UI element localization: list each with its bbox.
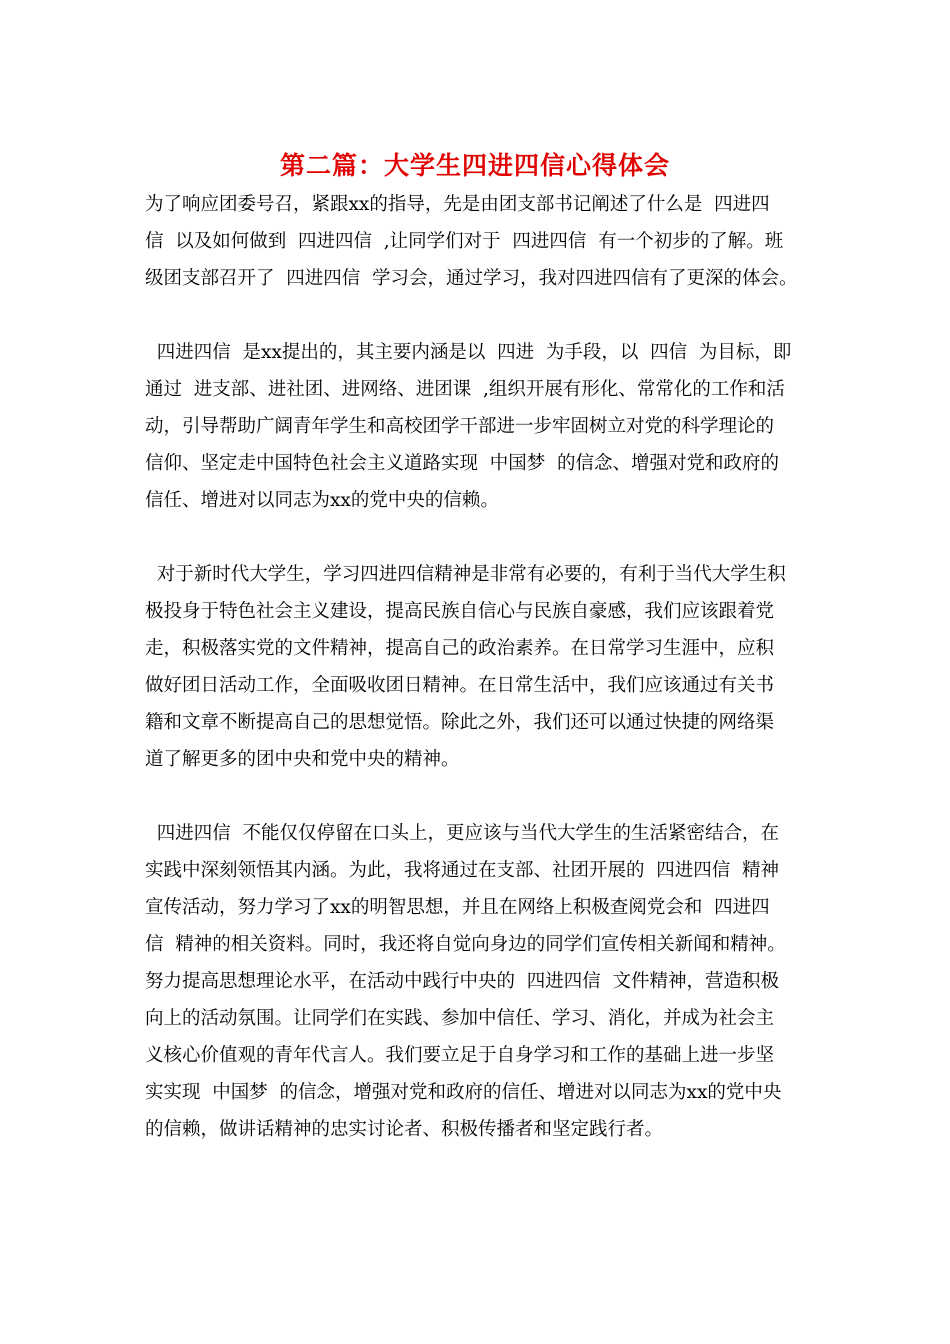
paragraph-2 <box>145 334 815 519</box>
text-line: 向上的活动氛围。让同学们在实践、参加中信任、学习、消化，并成为社会主 <box>145 1008 775 1029</box>
text-line: 宣传活动，努力学习了xx的明智思想，并且在网络上积极查阅党会和 四进四 <box>145 897 770 918</box>
paragraph-gap <box>145 519 815 556</box>
text-line: 通过 进支部、进社团、进网络、进团课 ,组织开展有形化、常常化的工作和活 <box>145 379 785 400</box>
text-line: 道了解更多的团中央和党中央的精神。 <box>145 749 460 770</box>
paragraph-4 <box>145 815 815 1148</box>
text-line: 义核心价值观的青年代言人。我们要立足于自身学习和工作的基础上进一步坚 <box>145 1045 775 1066</box>
text-line: 动，引导帮助广阔青年学生和高校团学干部进一步牢固树立对党的科学理论的 <box>145 416 775 437</box>
paragraph-1 <box>145 186 815 297</box>
text-line: 信 以及如何做到 四进四信 ,让同学们对于 四进四信 有一个初步的了解。班 <box>145 231 784 252</box>
text-line: 极投身于特色社会主义建设，提高民族自信心与民族自豪感，我们应该跟着党 <box>145 601 775 622</box>
text-line: 的信赖，做讲话精神的忠实讨论者、积极传播者和坚定践行者。 <box>145 1119 664 1140</box>
text-line: 实践中深刻领悟其内涵。为此，我将通过在支部、社团开展的 四进四信 精神 <box>145 860 780 881</box>
text-line: 四进四信 是xx提出的，其主要内涵是以 四进 为手段，以 四信 为目标，即 <box>145 342 792 363</box>
text-line: 对于新时代大学生，学习四进四信精神是非常有必要的，有利于当代大学生积 <box>145 564 786 585</box>
text-line: 信仰、坚定走中国特色社会主义道路实现 中国梦 的信念、增强对党和政府的 <box>145 453 780 474</box>
text-line: 信任、增进对以同志为xx的党中央的信赖。 <box>145 490 499 511</box>
text-line: 实实现 中国梦 的信念，增强对党和政府的信任、增进对以同志为xx的党中央 <box>145 1082 782 1103</box>
text-line: 级团支部召开了 四进四信 学习会，通过学习，我对四进四信有了更深的体会。 <box>145 268 798 289</box>
text-line: 努力提高思想理论水平，在活动中践行中央的 四进四信 文件精神，营造积极 <box>145 971 780 992</box>
text-line: 走，积极落实党的文件精神，提高自己的政治素养。在日常学习生涯中，应积 <box>145 638 775 659</box>
paragraph-gap <box>145 778 815 815</box>
paragraph-3 <box>145 556 815 778</box>
text-line: 为了响应团委号召，紧跟xx的指导，先是由团支部书记阐述了什么是 四进四 <box>145 194 770 215</box>
text-line: 四进四信 不能仅仅停留在口头上，更应该与当代大学生的生活紧密结合，在 <box>145 823 780 844</box>
text-line: 信 精神的相关资料。同时，我还将自觉向身边的同学们宣传相关新闻和精神。 <box>145 934 786 955</box>
paragraph-gap <box>145 297 815 334</box>
document-body <box>145 186 815 1148</box>
text-line: 做好团日活动工作，全面吸收团日精神。在日常生活中，我们应该通过有关书 <box>145 675 775 696</box>
text-line: 籍和文章不断提高自己的思想觉悟。除此之外，我们还可以通过快捷的网络渠 <box>145 712 775 733</box>
document-title: 第二篇：大学生四进四信心得体会 <box>279 151 670 180</box>
